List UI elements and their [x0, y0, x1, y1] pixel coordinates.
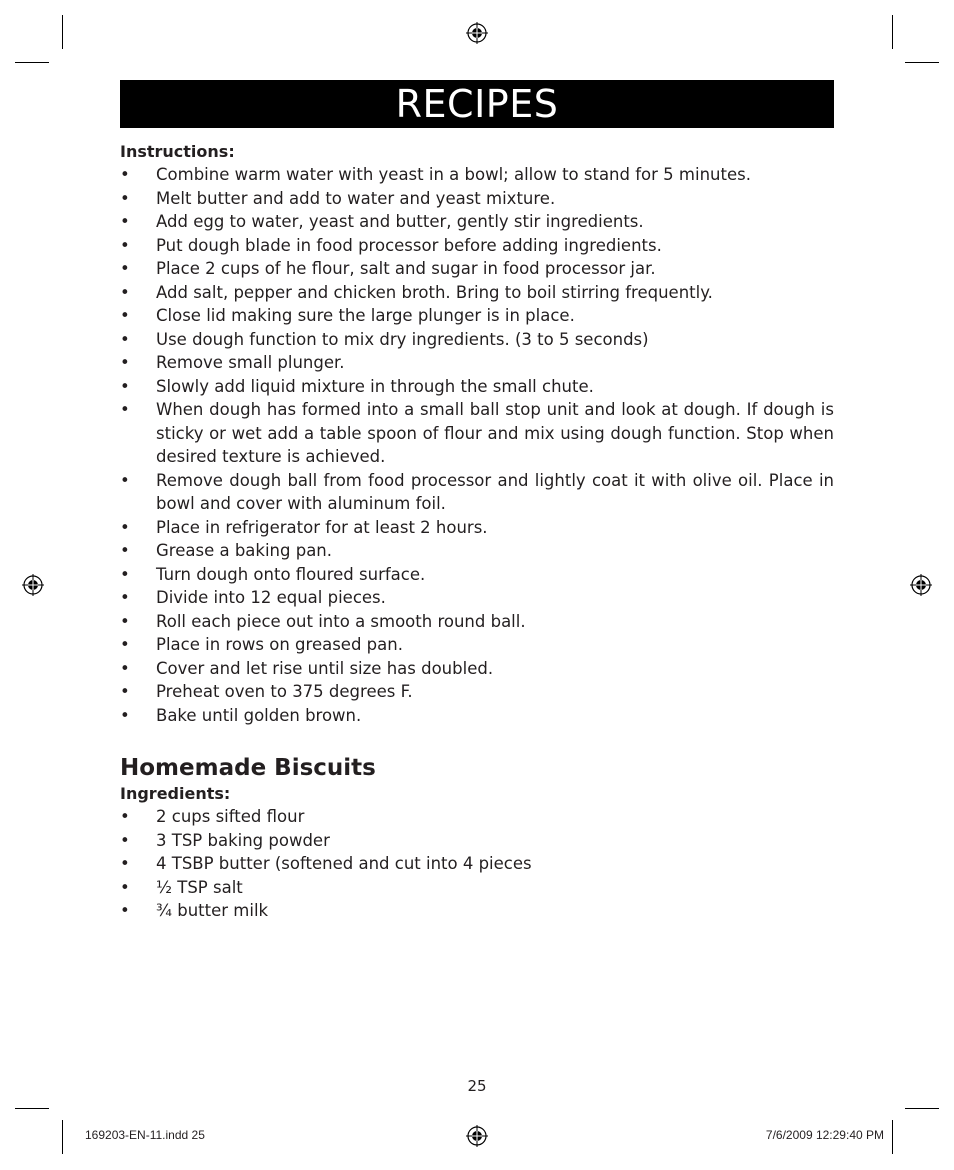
crop-mark-top-right-h: [905, 62, 939, 63]
instructions-list: [120, 163, 834, 727]
instruction-step: • Close lid making sure the large plunger is in place.: [120, 304, 834, 328]
instruction-step: • Bake until golden brown.: [120, 704, 834, 728]
instruction-step: • Cover and let rise until size has doubled.: [120, 657, 834, 681]
crop-mark-top-right-v: [892, 15, 893, 49]
page-number: 25: [467, 1077, 487, 1095]
recipe-content: [120, 141, 834, 923]
crop-mark-bottom-left-h: [15, 1108, 49, 1109]
recipes-banner: [120, 80, 834, 128]
instruction-step: • When dough has formed into a small ball stop unit and look at dough. If dough is sticky or wet add a table spoon of flour and mix using dough function. Stop when desired texture is achieved.: [120, 398, 834, 469]
registration-target-icon: [22, 574, 44, 596]
instruction-step: • Remove small plunger.: [120, 351, 834, 375]
instruction-step: • Turn dough onto floured surface.: [120, 563, 834, 587]
instruction-step: • Place 2 cups of he flour, salt and sugar in food processor jar.: [120, 257, 834, 281]
instruction-step: • Remove dough ball from food processor and lightly coat it with olive oil. Place in bowl and cover with aluminum foil.: [120, 469, 834, 516]
instruction-step: • Place in rows on greased pan.: [120, 633, 834, 657]
file-slug: 169203-EN-11.indd 25: [85, 1128, 205, 1142]
ingredient-item: • 3 TSP baking powder: [120, 829, 834, 853]
timestamp-slug: 7/6/2009 12:29:40 PM: [765, 1128, 884, 1142]
instruction-step: • Melt butter and add to water and yeast mixture.: [120, 187, 834, 211]
instruction-step: • Add egg to water, yeast and butter, gently stir ingredients.: [120, 210, 834, 234]
crop-mark-top-left-v: [62, 15, 63, 49]
registration-target-icon: [466, 1125, 488, 1147]
instruction-step: • Grease a baking pan.: [120, 539, 834, 563]
instruction-step: • Preheat oven to 375 degrees F.: [120, 680, 834, 704]
ingredient-item: • ¾ butter milk: [120, 899, 834, 923]
ingredient-item: • 4 TSBP butter (softened and cut into 4 pieces: [120, 852, 834, 876]
instruction-step: • Put dough blade in food processor before adding ingredients.: [120, 234, 834, 258]
ingredient-item: • 2 cups sifted flour: [120, 805, 834, 829]
instructions-label: Instructions:: [120, 142, 235, 161]
instruction-step: • Slowly add liquid mixture in through the small chute.: [120, 375, 834, 399]
crop-mark-top-left-h: [15, 62, 49, 63]
instruction-step: • Use dough function to mix dry ingredients. (3 to 5 seconds): [120, 328, 834, 352]
registration-target-icon: [910, 574, 932, 596]
instruction-step: • Add salt, pepper and chicken broth. Bring to boil stirring frequently.: [120, 281, 834, 305]
crop-mark-bottom-right-v: [892, 1120, 893, 1154]
crop-mark-bottom-right-h: [905, 1108, 939, 1109]
instruction-step: • Divide into 12 equal pieces.: [120, 586, 834, 610]
ingredient-item: • ½ TSP salt: [120, 876, 834, 900]
ingredients-label: Ingredients:: [120, 784, 231, 803]
biscuits-heading: Homemade Biscuits: [120, 755, 376, 781]
instruction-step: • Place in refrigerator for at least 2 hours.: [120, 516, 834, 540]
page-title: RECIPES: [395, 82, 559, 126]
instruction-step: • Roll each piece out into a smooth round ball.: [120, 610, 834, 634]
instruction-step: • Combine warm water with yeast in a bowl; allow to stand for 5 minutes.: [120, 163, 834, 187]
crop-mark-bottom-left-v: [62, 1120, 63, 1154]
ingredients-list: [120, 805, 834, 923]
registration-target-icon: [466, 22, 488, 44]
